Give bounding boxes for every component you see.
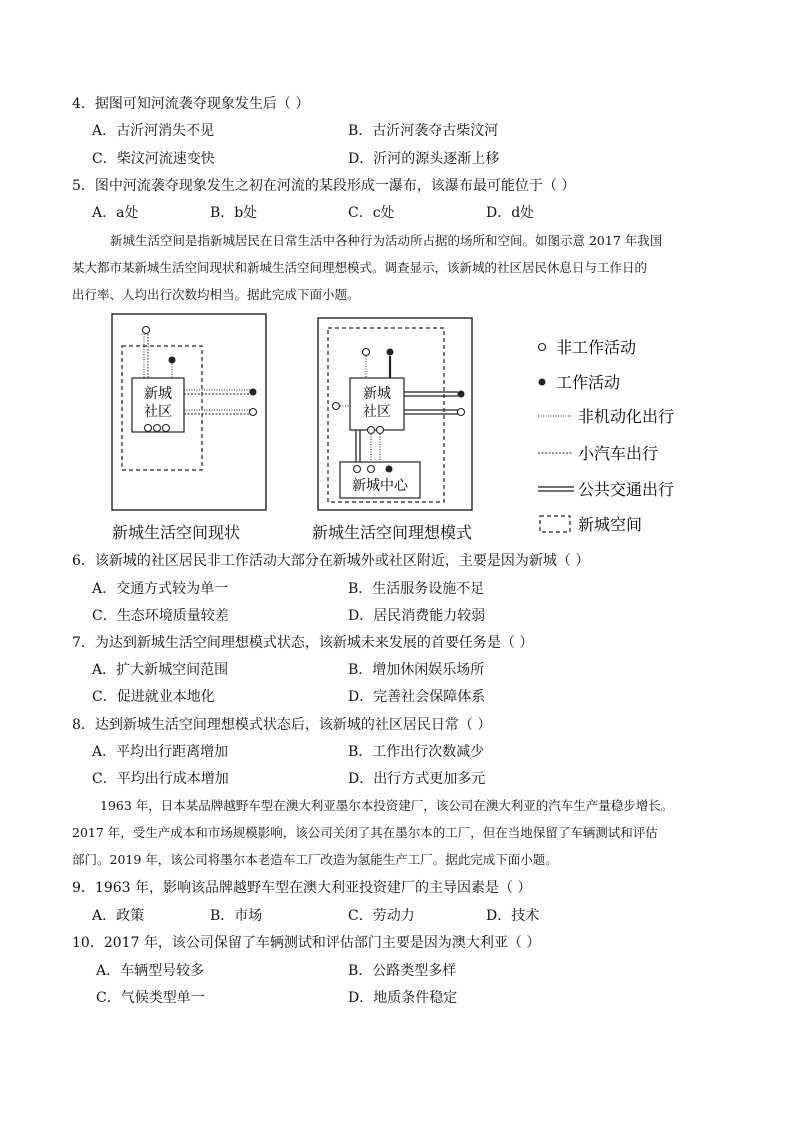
question-4-option-a: A．古沂河消失不见	[92, 123, 215, 139]
passage-2-line-2: 2017 年，受生产成本和市场规模影响，该公司关闭了其在墨尔本的工厂，但在当地保留了车辆测试和评估	[72, 825, 658, 840]
question-8-option-b: B．工作出行次数减少	[348, 744, 485, 760]
question-5-option-b: B．b处	[210, 205, 258, 221]
panel-ideal	[318, 318, 472, 510]
nonwork-activity-dot	[145, 425, 152, 432]
question-7-option-a: A．扩大新城空间范围	[92, 662, 229, 678]
work-activity-dot	[387, 349, 394, 356]
question-5-stem: 5．图中河流袭夺现象发生之初在河流的某段形成一瀑布，该瀑布最可能位于（ ）	[72, 178, 576, 194]
nonwork-activity-dot	[143, 327, 150, 334]
legend-nonwork-icon	[539, 344, 546, 351]
caption-current: 新城生活空间现状	[112, 523, 241, 542]
question-5-option-a: A．a处	[92, 205, 139, 221]
work-activity-dot	[250, 389, 257, 396]
question-9-option-c: C．劳动力	[348, 908, 415, 924]
legend-space-label: 新城空间	[578, 515, 643, 534]
caption-ideal: 新城生活空间理想模式	[312, 523, 473, 542]
passage-1-line-3: 出行率、人均出行次数均相当。据此完成下面小题。	[72, 287, 360, 302]
question-5-option-d: D．d处	[486, 205, 535, 221]
question-7-stem: 7．为达到新城生活空间理想模式状态，该新城未来发展的首要任务是（ ）	[72, 635, 534, 651]
nonwork-activity-dot	[154, 425, 161, 432]
question-10-stem: 10．2017 年，该公司保留了车辆测试和评估部门主要是因为澳大利亚（ ）	[72, 935, 541, 951]
community-label-2: 社区	[144, 404, 172, 420]
question-9-option-b: B．市场	[210, 908, 263, 924]
question-9-option-a: A．政策	[92, 908, 145, 924]
question-6-option-b: B．生活服务设施不足	[348, 581, 485, 597]
question-9-option-d: D．技术	[486, 908, 540, 924]
legend-work-icon	[539, 379, 546, 386]
question-8-option-d: D．出行方式更加多元	[348, 771, 486, 787]
passage-2-line-3: 部门。2019 年，该公司将墨尔本老造车工厂改造为氢能生产工厂。据此完成下面小题。	[72, 852, 558, 867]
nonwork-activity-dot	[368, 427, 375, 434]
nonwork-activity-dot	[250, 409, 257, 416]
city-space-diagram	[100, 310, 700, 548]
diagram-svg	[100, 310, 700, 548]
panel-current	[112, 314, 266, 510]
nonwork-activity-dot	[377, 427, 384, 434]
nonwork-activity-dot	[333, 403, 340, 410]
question-10-option-c: C．气候类型单一	[96, 990, 205, 1006]
question-7-option-d: D．完善社会保障体系	[348, 689, 486, 705]
panel-current-frame	[112, 314, 266, 510]
question-10-option-b: B．公路类型多样	[348, 963, 457, 979]
question-4-option-b: B．古沂河袭夺古柴汶河	[348, 123, 499, 139]
legend-car-label: 小汽车出行	[578, 444, 659, 463]
community-label-1: 新城	[144, 386, 172, 402]
work-activity-dot	[458, 391, 465, 398]
legend-work-label: 工作活动	[556, 373, 621, 392]
community-label-1: 新城	[363, 386, 391, 402]
question-9-stem: 9．1963 年，影响该品牌越野车型在澳大利亚投资建厂的主导因素是（ ）	[72, 880, 532, 896]
work-activity-dot	[386, 466, 393, 473]
question-8-option-c: C．平均出行成本增加	[92, 771, 229, 787]
legend	[538, 338, 674, 534]
question-6-option-a: A．交通方式较为单一	[92, 581, 229, 597]
passage-2-line-1: 1963 年，日本某品牌越野车型在澳大利亚墨尔本投资建厂，该公司在澳大利亚的汽车生产量稳步增长。	[100, 798, 674, 813]
work-activity-dot	[169, 357, 176, 364]
center-label: 新城中心	[352, 478, 408, 494]
legend-transit-label: 公共交通出行	[578, 480, 675, 499]
passage-1-line-1: 新城生活空间是指新城居民在日常生活中各种行为活动所占据的场所和空间。如图示意 2017 年我国	[110, 233, 663, 248]
question-6-option-d: D．居民消费能力较弱	[348, 608, 486, 624]
question-6-stem: 6．该新城的社区居民非工作活动大部分在新城外或社区附近，主要是因为新城（ ）	[72, 553, 590, 569]
nonwork-activity-dot	[368, 466, 375, 473]
question-10-option-a: A．车辆型号较多	[96, 963, 205, 979]
legend-space-icon	[540, 516, 570, 532]
question-6-option-c: C．生态环境质量较差	[92, 608, 229, 624]
question-4-option-c: C．柴汶河流速变快	[92, 151, 215, 167]
nonwork-activity-dot	[363, 349, 370, 356]
legend-nonmotor-label: 非机动化出行	[578, 407, 675, 426]
question-8-option-a: A．平均出行距离增加	[92, 744, 229, 760]
question-8-stem: 8．达到新城生活空间理想模式状态后，该新城的社区居民日常（ ）	[72, 717, 492, 733]
community-label-2: 社区	[363, 404, 391, 420]
legend-nonwork-label: 非工作活动	[556, 338, 637, 357]
question-5-option-c: C．c处	[348, 205, 395, 221]
question-4-option-d: D．沂河的源头逐渐上移	[348, 151, 500, 167]
question-7-option-c: C．促进就业本地化	[92, 689, 215, 705]
nonwork-activity-dot	[458, 409, 465, 416]
question-7-option-b: B．增加休闲娱乐场所	[348, 662, 485, 678]
passage-1-line-2: 某大都市某新城生活空间现状和新城生活空间理想模式。调查显示，该新城的社区居民休息日与工作日的	[72, 260, 648, 275]
nonwork-activity-dot	[163, 425, 170, 432]
question-10-option-d: D．地质条件稳定	[348, 990, 458, 1006]
question-4-stem: 4．据图可知河流袭夺现象发生后（ ）	[72, 96, 310, 112]
nonwork-activity-dot	[354, 466, 361, 473]
